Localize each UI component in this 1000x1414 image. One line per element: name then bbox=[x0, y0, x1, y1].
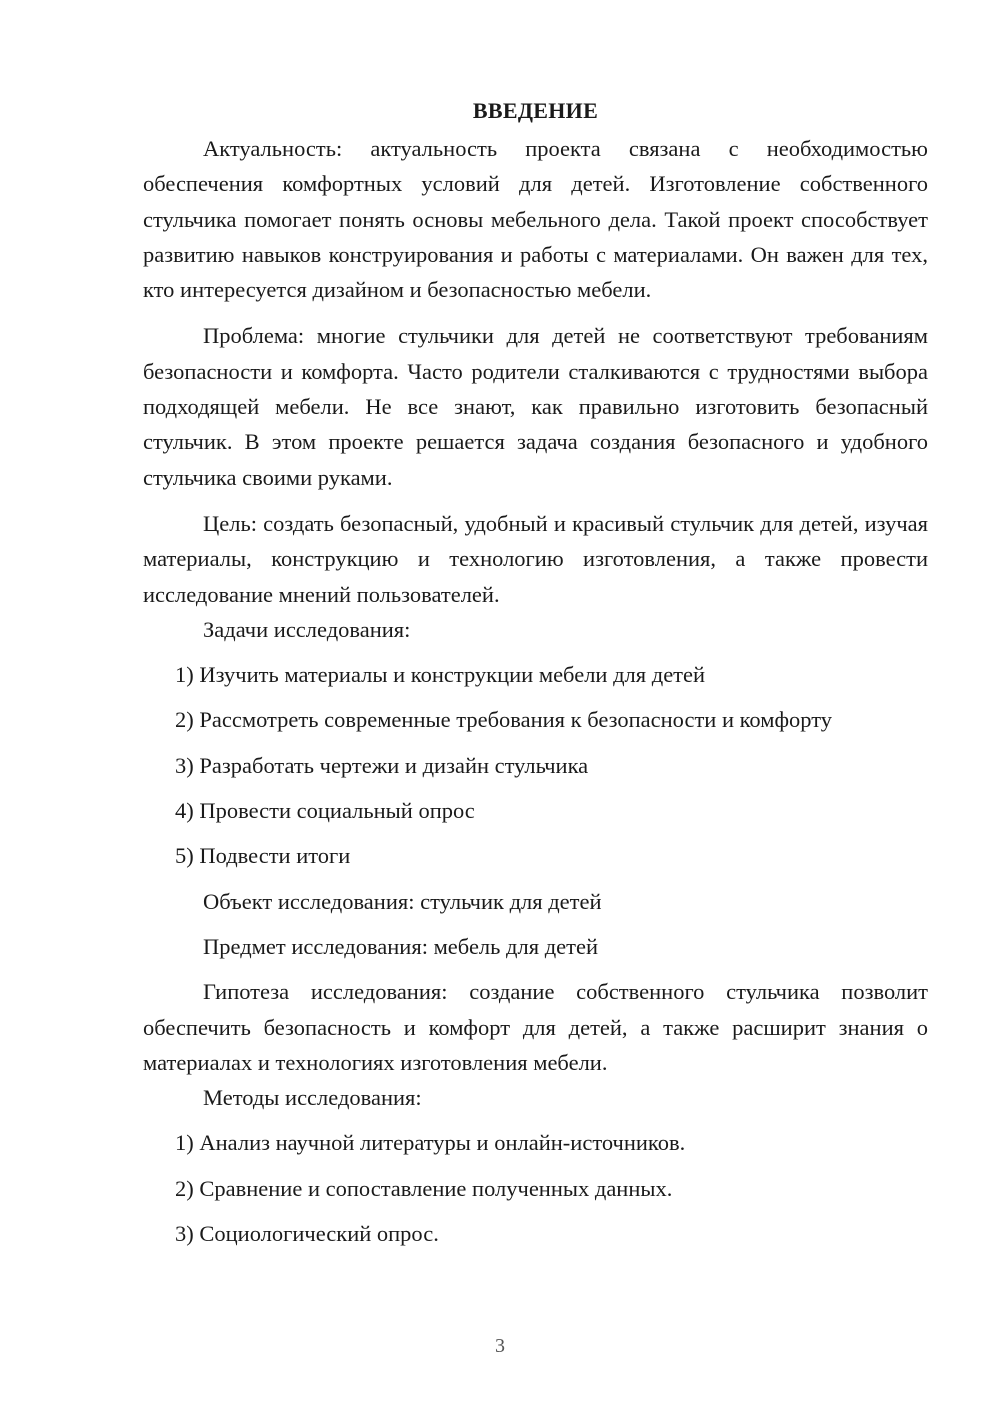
list-item: 2) Сравнение и сопоставление полученных данных. bbox=[175, 1175, 673, 1201]
list-item: 1) Изучить материалы и конструкции мебели для детей bbox=[175, 662, 706, 688]
goal-paragraph: Цель: создать безопасный, удобный и красивый стульчик для детей, изучая материалы, конструкцию и технологию изготовления, а также провести исследование мнений пользователей. bbox=[143, 510, 928, 607]
list-item: 3) Социологический опрос. bbox=[175, 1221, 439, 1247]
page-number: 3 bbox=[495, 1335, 505, 1357]
problem-paragraph: Проблема: многие стульчики для детей не соответствуют требованиям безопасности и комфорта. Часто родители сталкиваются с трудностями выбора подходящей мебели. Не все знают, как правильно изготовить безопасный стульчик. В этом проекте решается задача создания безопасного и удобного стульчика своими руками. bbox=[143, 323, 928, 490]
list-item: 3) Разработать чертежи и дизайн стульчика bbox=[175, 752, 589, 778]
list-item: 1) Анализ научной литературы и онлайн-источников. bbox=[175, 1130, 686, 1156]
page-content bbox=[143, 97, 928, 1251]
list-item: 2) Рассмотреть современные требования к безопасности и комфорту bbox=[175, 707, 833, 733]
page-title: ВВЕДЕНИЕ bbox=[472, 98, 599, 123]
methods-list bbox=[143, 1125, 928, 1251]
research-object: Объект исследования: стульчик для детей bbox=[203, 888, 602, 914]
tasks-list bbox=[143, 657, 928, 873]
relevance-paragraph: Актуальность: актуальность проекта связана с необходимостью обеспечения комфортных условий для детей. Изготовление собственного стульчика помогает понять основы мебельного дела. Такой проект способствует развитию навыков конструирования и работы с материалами. Он важен для тех, кто интересуется дизайном и безопасностью мебели. bbox=[143, 136, 928, 303]
methods-heading: Методы исследования: bbox=[203, 1085, 422, 1111]
research-subject: Предмет исследования: мебель для детей bbox=[203, 933, 598, 959]
list-item: 5) Подвести итоги bbox=[175, 843, 351, 869]
hypothesis-paragraph: Гипотеза исследования: создание собственного стульчика позволит обеспечить безопасность и комфорт для детей, а также расширит знания о материалах и технологиях изготовления мебели. bbox=[143, 979, 928, 1075]
list-item: 4) Провести социальный опрос bbox=[175, 798, 475, 824]
tasks-heading: Задачи исследования: bbox=[203, 616, 411, 642]
